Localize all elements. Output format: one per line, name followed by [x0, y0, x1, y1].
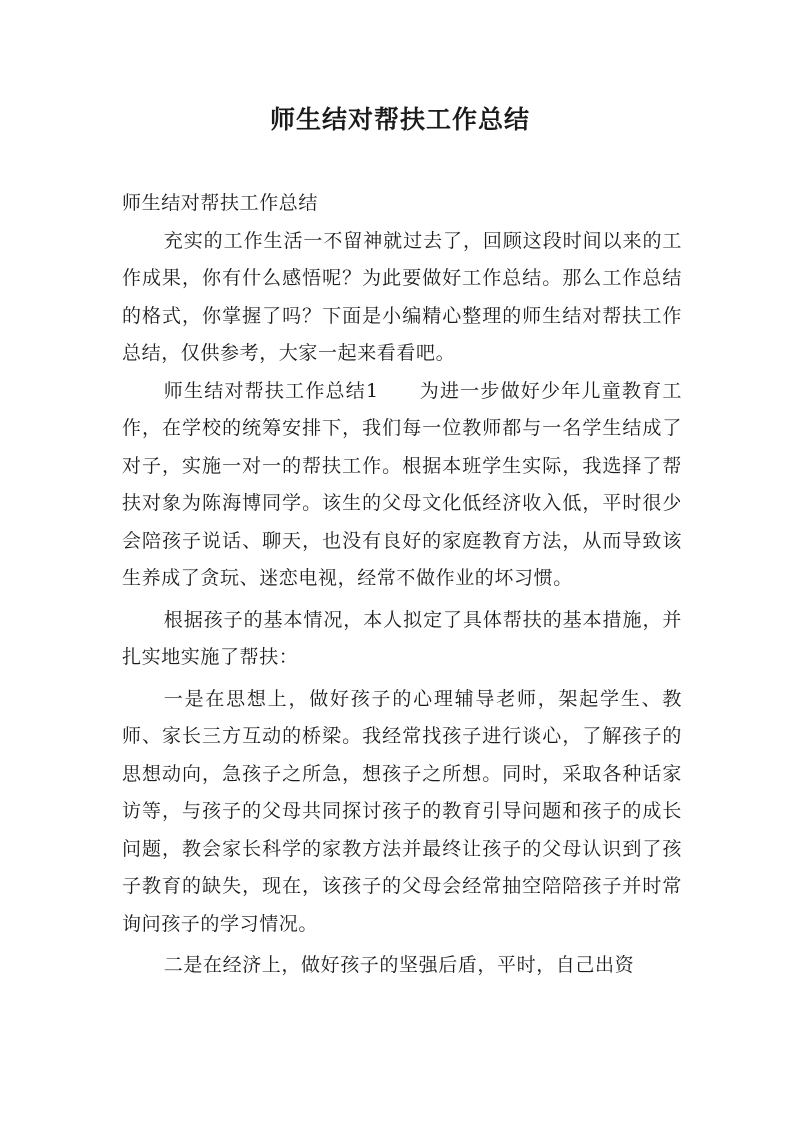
document-subtitle: 师生结对帮扶工作总结	[122, 192, 319, 214]
paragraph-economy: 二是在经济上，做好孩子的坚强后盾，平时，自己出资	[163, 954, 635, 976]
paragraph-summary-1: 师生结对帮扶工作总结1 为进一步做好少年儿童教育工作，在学校的统筹安排下，我们每一位教师都与一名学生结成了对子，实施一对一的帮扶工作。根据本班学生实际，我选择了帮扶对象为陈海博同学。该生的父母文化低经济收入低，平时很少会陪孩子说话、聊天，也没有良好的家庭教育方法，从而导致该生养成了贪玩、迷恋电视，经常不做作业的坏习惯。	[122, 379, 682, 589]
paragraph-measures: 根据孩子的基本情况，本人拟定了具体帮扶的基本措施，并扎实地实施了帮扶：	[122, 608, 682, 668]
paragraph-intro: 充实的工作生活一不留神就过去了，回顾这段时间以来的工作成果，你有什么感悟呢？为此要做好工作总结。那么工作总结的格式，你掌握了吗？下面是小编精心整理的师生结对帮扶工作总结，仅供参考，大家一起来看看吧。	[122, 229, 682, 364]
paragraph-ideology: 一是在思想上，做好孩子的心理辅导老师，架起学生、教师、家长三方互动的桥梁。我经常找孩子进行谈心，了解孩子的思想动向，急孩子之所急，想孩子之所想。同时，采取各种话家访等，与孩子的父母共同探讨孩子的教育引导问题和孩子的成长问题，教会家长科学的家教方法并最终让孩子的父母认识到了孩子教育的缺失，现在，该孩子的父母会经常抽空陪陪孩子并时常询问孩子的学习情况。	[122, 687, 682, 935]
document-title: 师生结对帮扶工作总结	[269, 105, 530, 134]
document-body	[122, 185, 682, 985]
